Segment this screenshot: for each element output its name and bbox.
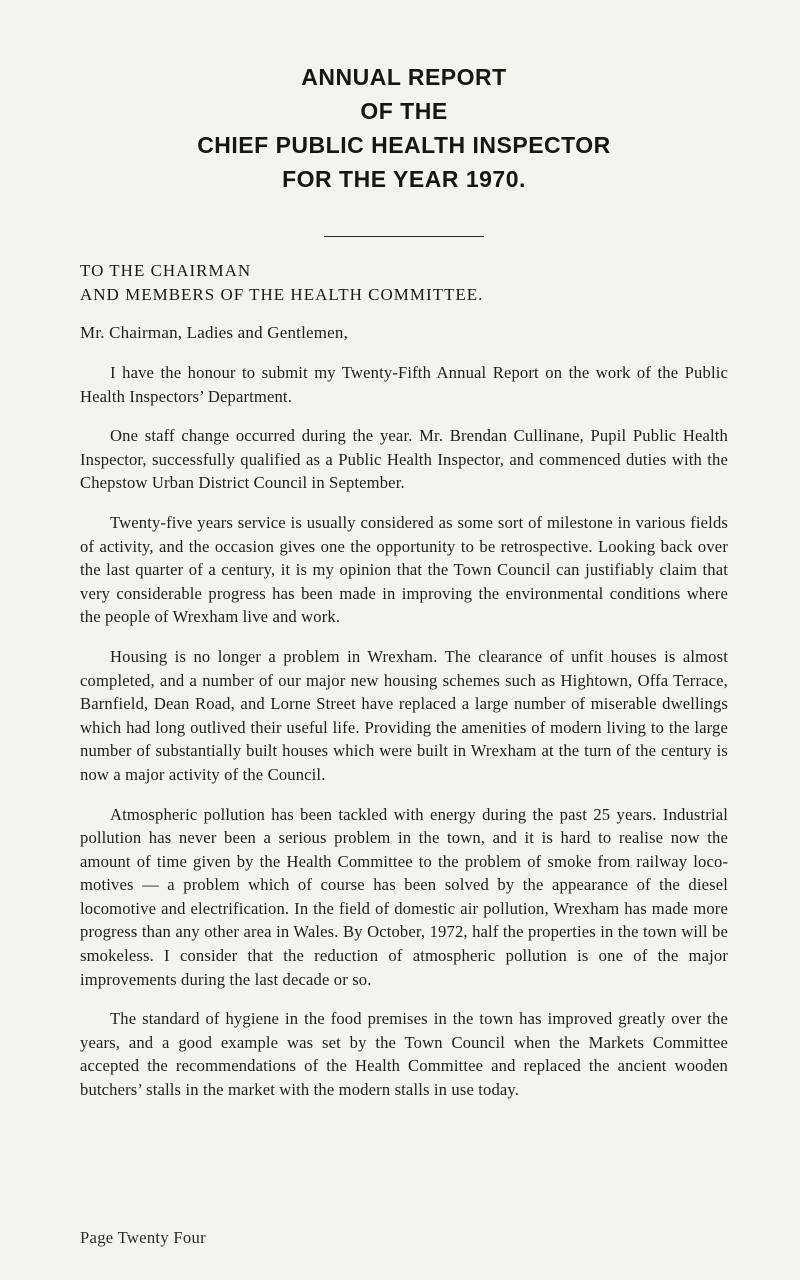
paragraph-4: Housing is no longer a problem in Wrexham. The clearance of unfit houses is almost completed, and a number of our major new housing schemes such as Hightown, Offa Terrace, Barnfield, Dean Road, and Lorne Street have replaced a large number of miserable dwellings which had long outlived their useful life. Providing the amenities of modern living to the large number of substantially built houses which were built in Wrexham at the turn of the century is now a major activity of the Council. (80, 646, 728, 784)
title-line-4: FOR THE YEAR 1970. (282, 166, 526, 192)
address-line-1: TO THE CHAIRMAN (80, 261, 252, 280)
salutation: Mr. Chairman, Ladies and Gentlemen, (80, 323, 349, 342)
title-line-1: ANNUAL REPORT (301, 64, 507, 90)
paragraph-2: One staff change occurred during the year. Mr. Brendan Cullinane, Pupil Public Health Inspector, successfully qualified as a Public Health Inspector, and commenced duties with the Chepstow Urban District Council in September. (80, 426, 728, 493)
report-title (80, 60, 728, 196)
title-divider (324, 236, 484, 237)
title-line-2: OF THE (360, 98, 448, 124)
address-line-2: AND MEMBERS OF THE HEALTH COMMITTEE. (80, 285, 484, 304)
document-page (80, 60, 728, 1102)
paragraph-5: Atmospheric pollution has been tackled with energy during the past 25 years. Industrial pollution has never been a serious problem in the town, and it is hard to realise now the amount of time given by the Health Committee to the problem of smoke from railway locomotives — a problem which of course has been solved by the appearance of the diesel locomotive and electrification. In the field of domestic air pollution, Wrexham has made more progress than any other area in Wales. By October, 1972, half the properties in the town will be smokeless. I consider that the reduction of atmospheric pollution is one of the major improvements during the last decade or so. (80, 804, 728, 989)
paragraph-3: Twenty-five years service is usually considered as some sort of milestone in various fields of activity, and the occasion gives one the opportunity to be retrospective. Looking back over the last quarter of a century, it is my opinion that the Town Council can justifiably claim that very considerable progress has been made in improving the environmental conditions where the people of Wrexham live and work. (80, 512, 728, 627)
page-number: Page Twenty Four (80, 1228, 206, 1247)
title-line-3: CHIEF PUBLIC HEALTH INSPECTOR (197, 132, 611, 158)
paragraph-1: I have the honour to submit my Twenty-Fifth Annual Report on the work of the Public Health Inspectors’ Department. (80, 363, 728, 406)
paragraph-6: The standard of hygiene in the food premises in the town has improved greatly over the years, and a good example was set by the Town Council when the Markets Committee accepted the recommendations of the Health Committee and replaced the ancient wooden butchers’ stalls in the market with the modern stalls in use today. (80, 1009, 728, 1100)
address-block (80, 259, 728, 307)
